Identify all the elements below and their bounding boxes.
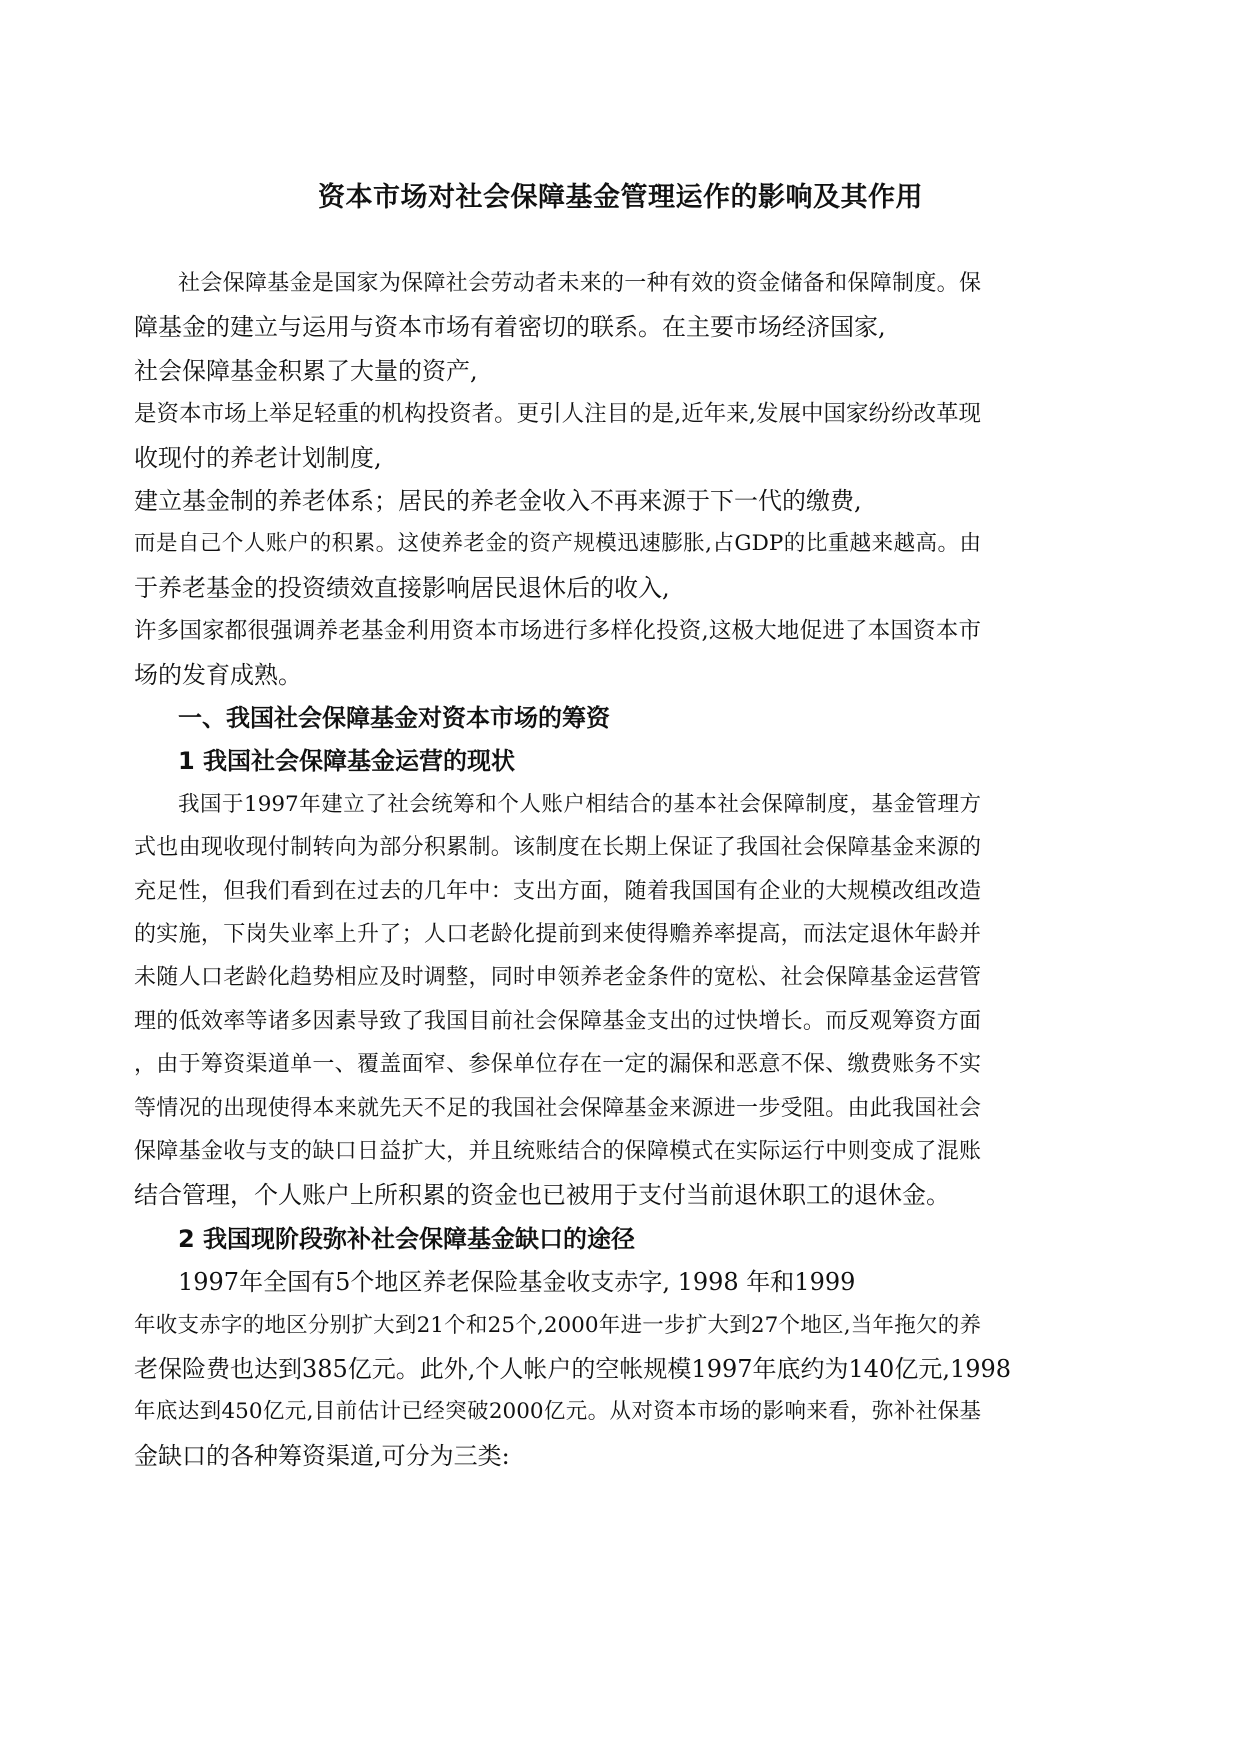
paragraph-line: 理的低效率等诸多因素导致了我国目前社会保障基金支出的过快增长。而反观筹资方面 bbox=[134, 1009, 981, 1034]
document-title: 资本市场对社会保障基金管理运作的影响及其作用 bbox=[318, 182, 923, 213]
paragraph-line: 式也由现收现付制转向为部分积累制。该制度在长期上保证了我国社会保障基金来源的 bbox=[134, 835, 981, 860]
paragraph-line: 社会保障基金积累了大量的资产, bbox=[134, 357, 478, 385]
paragraph-line: 许多国家都很强调养老基金利用资本市场进行多样化投资,这极大地促进了本国资本市 bbox=[134, 618, 981, 644]
paragraph-line: 年底达到450亿元,目前估计已经突破2000亿元。从对资本市场的影响来看，弥补社保基 bbox=[134, 1399, 981, 1424]
paragraph-line: 年收支赤字的地区分别扩大到21个和25个,2000年进一步扩大到27个地区,当年拖欠的养 bbox=[134, 1313, 981, 1338]
paragraph-line: 场的发育成熟。 bbox=[134, 661, 302, 689]
paragraph-line: 保障基金收与支的缺口日益扩大，并且统账结合的保障模式在实际运行中则变成了混账 bbox=[134, 1139, 981, 1164]
paragraph-line: 收现付的养老计划制度, bbox=[134, 444, 382, 472]
paragraph-line: 老保险费也达到385亿元。此外,个人帐户的空帐规模1997年底约为140亿元,1998 bbox=[134, 1355, 1012, 1383]
paragraph-line: 结合管理，个人账户上所积累的资金也已被用于支付当前退休职工的退休金。 bbox=[134, 1181, 950, 1209]
paragraph-line: 1997年全国有5个地区养老保险基金收支赤字, 1998 年和1999 bbox=[178, 1268, 856, 1296]
paragraph-line: 而是自己个人账户的积累。这使养老金的资产规模迅速膨胀,占GDP的比重越来越高。由 bbox=[134, 531, 981, 556]
paragraph-line: 金缺口的各种筹资渠道,可分为三类: bbox=[134, 1442, 510, 1470]
paragraph-line: 等情况的出现使得本来就先天不足的我国社会保障基金来源进一步受阻。由此我国社会 bbox=[134, 1096, 981, 1121]
paragraph-line: 的实施，下岗失业率上升了；人口老龄化提前到来使得赡养率提高，而法定退休年龄并 bbox=[134, 922, 981, 947]
paragraph-line: 未随人口老龄化趋势相应及时调整，同时申领养老金条件的宽松、社会保障基金运营管 bbox=[134, 965, 981, 990]
paragraph-line: 是资本市场上举足轻重的机构投资者。更引人注目的是,近年来,发展中国家纷纷改革现 bbox=[134, 401, 981, 427]
paragraph-line: 建立基金制的养老体系；居民的养老金收入不再来源于下一代的缴费, bbox=[134, 487, 862, 515]
paragraph-line: 于养老基金的投资绩效直接影响居民退休后的收入, bbox=[134, 574, 670, 602]
paragraph-line: 障基金的建立与运用与资本市场有着密切的联系。在主要市场经济国家, bbox=[134, 313, 886, 341]
paragraph-line: 我国于1997年建立了社会统筹和个人账户相结合的基本社会保障制度，基金管理方 bbox=[178, 792, 981, 817]
paragraph-line: 充足性，但我们看到在过去的几年中：支出方面，随着我国国有企业的大规模改组改造 bbox=[134, 879, 981, 904]
section-heading: 一、我国社会保障基金对资本市场的筹资 bbox=[178, 704, 610, 732]
subsection-heading: 2 我国现阶段弥补社会保障基金缺口的途径 bbox=[178, 1225, 636, 1253]
subsection-heading: 1 我国社会保障基金运营的现状 bbox=[178, 747, 516, 775]
paragraph-line: ，由于筹资渠道单一、覆盖面窄、参保单位存在一定的漏保和恶意不保、缴费账务不实 bbox=[134, 1052, 981, 1077]
paragraph-line: 社会保障基金是国家为保障社会劳动者未来的一种有效的资金储备和保障制度。保 bbox=[178, 271, 981, 296]
